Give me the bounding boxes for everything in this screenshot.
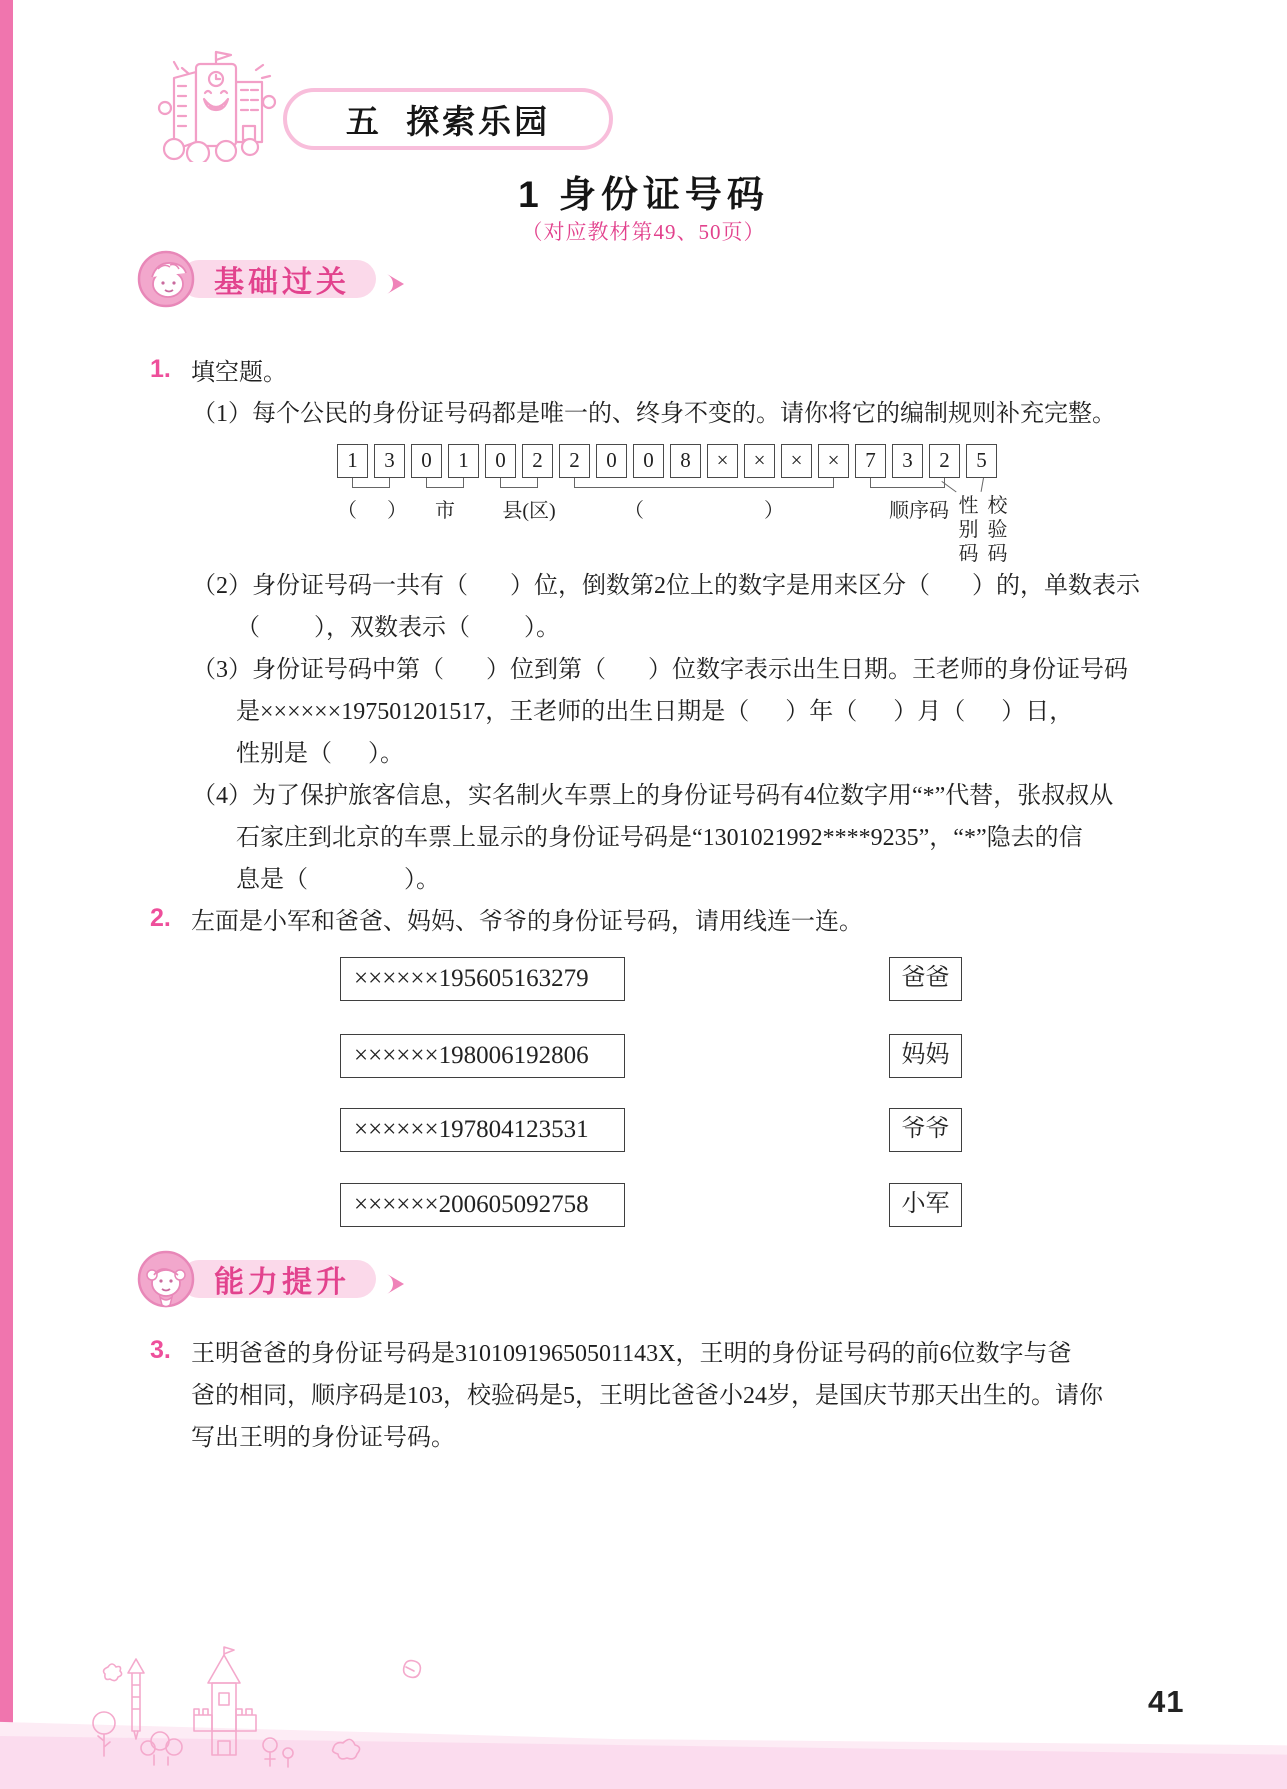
- section-basic-pill: [180, 260, 376, 298]
- group-bracket-sequence: [870, 478, 945, 488]
- id-card-box: ××××××198006192806: [340, 1034, 625, 1078]
- label-city: 市: [435, 500, 455, 522]
- family-member-box: 爸爸: [889, 957, 962, 1001]
- q1-intro: 填空题。: [191, 360, 287, 386]
- group-bracket-region: [352, 478, 390, 488]
- q3-line2: 爸的相同，顺序码是103，校验码是5，王明比爸爸小24岁，是国庆节那天出生的。请你: [191, 1383, 1103, 1409]
- label-county: 县(区): [502, 500, 556, 522]
- unit-title: 五 探索乐园: [345, 102, 551, 140]
- section-basic-label: 基础过关: [214, 266, 350, 299]
- q1-part3-line3: 性别是（ ）。: [236, 741, 404, 767]
- q1-part4-line2: 石家庄到北京的车票上显示的身份证号码是“1301021992****9235”，“*”隐去的信: [236, 825, 1083, 851]
- family-member-box: 妈妈: [889, 1034, 962, 1078]
- family-member-box: 爷爷: [889, 1108, 962, 1152]
- digit-box: 5: [966, 444, 997, 478]
- label-gender-vertical: 性别码: [958, 495, 979, 565]
- id-digit-table: [337, 444, 1008, 579]
- digit-box: ×: [707, 444, 738, 478]
- digit-box: ×: [781, 444, 812, 478]
- digit-box: 1: [448, 444, 479, 478]
- digit-box: 0: [633, 444, 664, 478]
- building-mascot-icon: [138, 48, 290, 162]
- unit-title-capsule: [283, 88, 613, 150]
- digit-box: ×: [818, 444, 849, 478]
- lesson-title: 1 身份证号码: [518, 174, 769, 215]
- q1-part1-text: （1）每个公民的身份证号码都是唯一的、终身不变的。请你将它的编制规则补充完整。: [192, 401, 1116, 427]
- family-member-box: 小军: [889, 1183, 962, 1227]
- monkey-face-icon: [136, 1249, 196, 1309]
- group-bracket-city: [426, 478, 464, 488]
- q3-number: 3.: [150, 1336, 171, 1364]
- digit-box: 3: [892, 444, 923, 478]
- id-card-box: ××××××200605092758: [340, 1183, 625, 1227]
- q1-part2-line2: （ ），双数表示（ ）。: [236, 615, 560, 641]
- section-basic-header: [136, 249, 406, 309]
- digit-box: 0: [411, 444, 442, 478]
- q1-part3-line1: （3）身份证号码中第（ ）位到第（ ）位数字表示出生日期。王老师的身份证号码: [192, 657, 1128, 683]
- child-face-icon: [136, 249, 196, 309]
- q3-line1: 王明爸爸的身份证号码是31010919650501143X，王明的身份证号码的前6位数字与爸: [191, 1341, 1072, 1367]
- label-birth-blank: （ ）: [624, 500, 784, 522]
- swoosh-arrow-icon: [384, 271, 406, 297]
- section-advanced-label: 能力提升: [214, 1266, 350, 1299]
- digit-box: 2: [559, 444, 590, 478]
- group-bracket-county: [500, 478, 538, 488]
- section-advanced-pill: [180, 1260, 376, 1298]
- digit-box: 0: [485, 444, 516, 478]
- label-check-vertical: 校验码: [987, 495, 1008, 565]
- q1-part2-line1: （2）身份证号码一共有（ ）位，倒数第2位上的数字是用来区分（ ）的，单数表示: [192, 573, 1140, 599]
- digit-box: 1: [337, 444, 368, 478]
- group-bracket-birth: [574, 478, 834, 488]
- q2-prompt: 左面是小军和爸爸、妈妈、爷爷的身份证号码，请用线连一连。: [191, 909, 863, 935]
- label-sequence: 顺序码: [889, 500, 949, 522]
- q1-part4-line1: （4）为了保护旅客信息，实名制火车票上的身份证号码有4位数字用“*”代替，张叔叔从: [192, 783, 1114, 809]
- label-region-blank: （ ）: [337, 500, 407, 522]
- footer-decoration: [90, 1645, 490, 1773]
- digit-box: ×: [744, 444, 775, 478]
- left-edge-bar: [0, 0, 13, 1789]
- page-number: 41: [1148, 1684, 1185, 1719]
- digit-box: 7: [855, 444, 886, 478]
- id-card-box: ××××××195605163279: [340, 957, 625, 1001]
- lesson-subtitle: （对应教材第49、50页）: [521, 220, 766, 244]
- q1-number: 1.: [150, 355, 171, 383]
- digit-box: 0: [596, 444, 627, 478]
- digit-box: 8: [670, 444, 701, 478]
- q1-part3-line2: 是××××××197501201517，王老师的出生日期是（ ）年（ ）月（ ）日，: [236, 699, 1074, 725]
- swoosh-arrow-icon: [384, 1271, 406, 1297]
- digit-box: 2: [522, 444, 553, 478]
- digit-box: 2: [929, 444, 960, 478]
- q1-part4-line3: 息是（ ）。: [236, 867, 440, 893]
- digit-box: 3: [374, 444, 405, 478]
- check-pointer-line: [981, 478, 984, 492]
- q2-number: 2.: [150, 904, 171, 932]
- q3-line3: 写出王明的身份证号码。: [191, 1425, 455, 1451]
- section-advanced-header: [136, 1249, 406, 1309]
- id-card-box: ××××××197804123531: [340, 1108, 625, 1152]
